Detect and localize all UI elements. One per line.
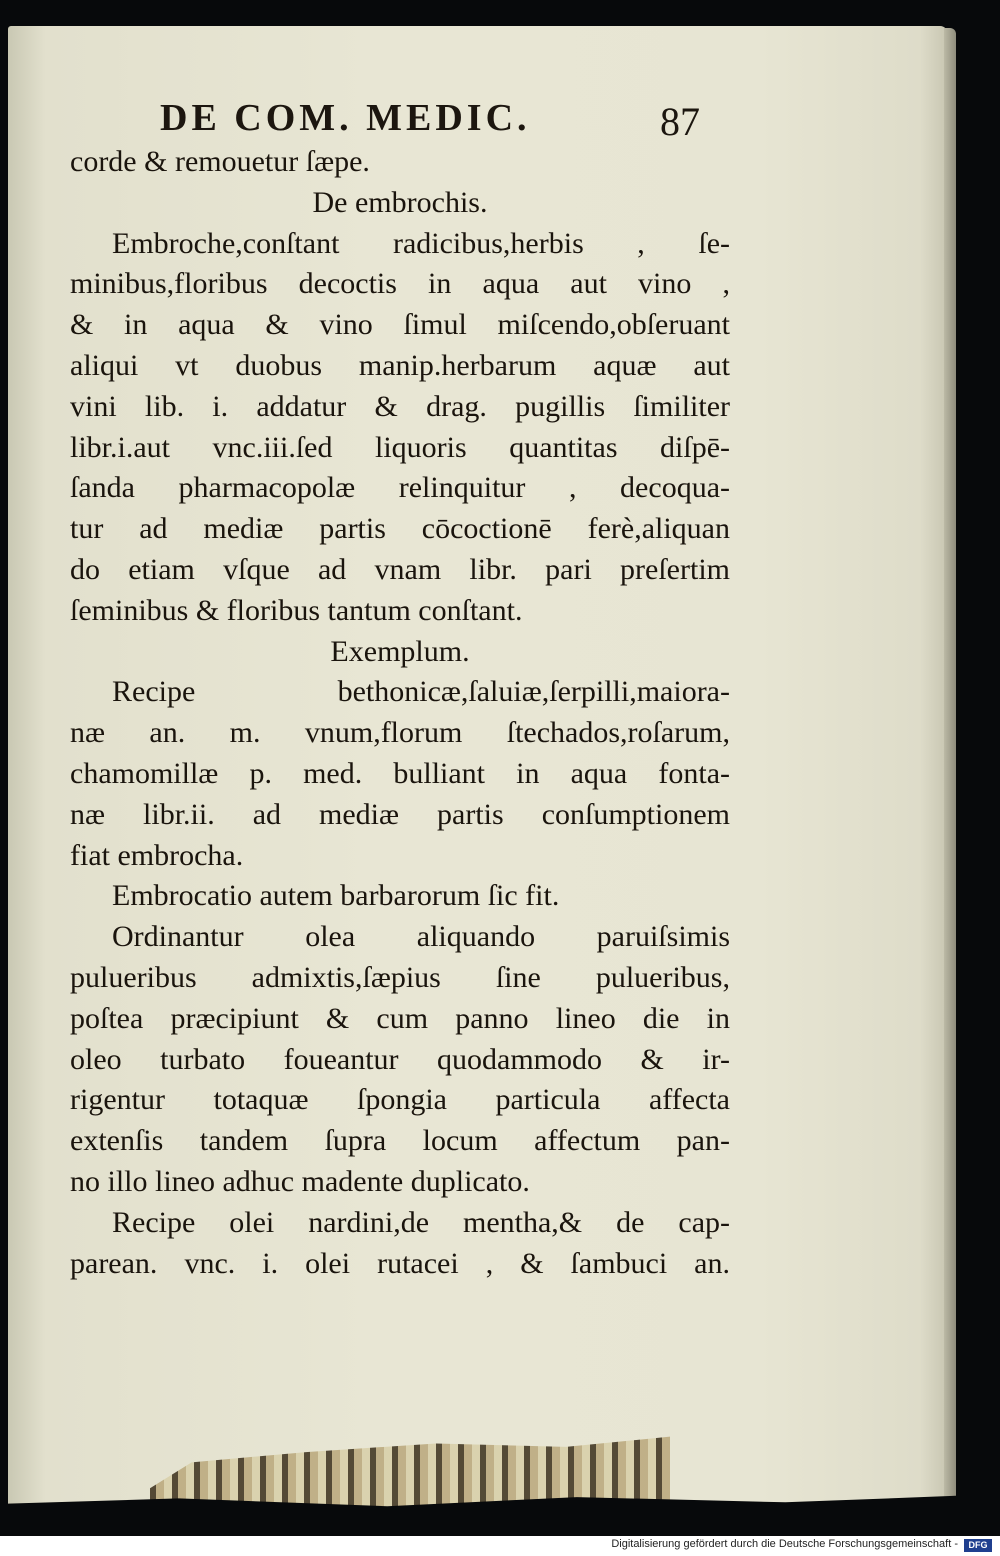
text-line: Recipe olei nardini,de mentha,& de cap- [112, 1205, 730, 1239]
text-line: poſtea præcipiunt & cum panno lineo die in [70, 1001, 730, 1035]
running-head: DE COM. MEDIC. [160, 97, 531, 139]
text-line: ſanda pharmacopolæ relinquitur , decoqua- [70, 471, 730, 505]
text-line: ſeminibus & floribus tantum conſtant. [70, 593, 523, 627]
funding-credit: Digitalisierung gefördert durch die Deutsche Forschungsgemeinschaft - [611, 1538, 958, 1550]
text-line: & in aqua & vino ſimul miſcendo,obſeruant [70, 308, 730, 342]
footer-bar [0, 1536, 1000, 1556]
text-line: næ an. m. vnum,florum ſtechados,roſarum, [70, 716, 730, 750]
text-line: minibus,floribus decoctis in aqua aut vino , [70, 267, 730, 301]
text-line: extenſis tandem ſupra locum affectum pan- [70, 1124, 730, 1158]
text-line: pulueribus admixtis,ſæpius ſine pulueribus, [70, 960, 730, 994]
text-line: chamomillæ p. med. bulliant in aqua fonta- [70, 756, 730, 790]
text-line: do etiam vſque ad vnam libr. pari preſertim [70, 552, 730, 586]
text-line: Embroche,conſtant radicibus,herbis , ſe- [112, 226, 730, 260]
text-line: Ordinantur olea aliquando paruiſsimis [112, 920, 730, 954]
text-line: parean. vnc. i. olei rutacei , & ſambuci an. [70, 1246, 730, 1280]
text-line: corde & remouetur ſæpe. [70, 145, 370, 178]
text-line: fiat embrocha. [70, 838, 244, 872]
dfg-logo: DFG [964, 1539, 992, 1552]
page-number: 87 [660, 99, 700, 144]
section-heading: Exemplum. [330, 634, 470, 668]
text-line: aliqui vt duobus manip.herbarum aquæ aut [70, 348, 730, 382]
text-line: no illo lineo adhuc madente duplicato. [70, 1164, 530, 1198]
section-heading: De embrochis. [312, 185, 488, 219]
text-line: rigentur totaquæ ſpongia particula affecta [70, 1083, 730, 1117]
text-line: Recipe bethonicæ,ſaluiæ,ſerpilli,maiora- [112, 675, 730, 709]
text-line: vini lib. i. addatur & drag. pugillis ſimiliter [70, 389, 730, 423]
text-line: tur ad mediæ partis cōcoctionē ferè,aliquan [70, 512, 730, 546]
text-line: libr.i.aut vnc.iii.ſed liquoris quantitas diſpē- [70, 430, 730, 464]
page-edge [944, 28, 956, 1512]
text-line: næ libr.ii. ad mediæ partis conſumptionem [70, 797, 730, 831]
text-body [70, 142, 730, 1284]
text-line: oleo turbato foueantur quodammodo & ir- [70, 1042, 730, 1076]
text-line: Embrocatio autem barbarorum ſic fit. [112, 879, 560, 913]
